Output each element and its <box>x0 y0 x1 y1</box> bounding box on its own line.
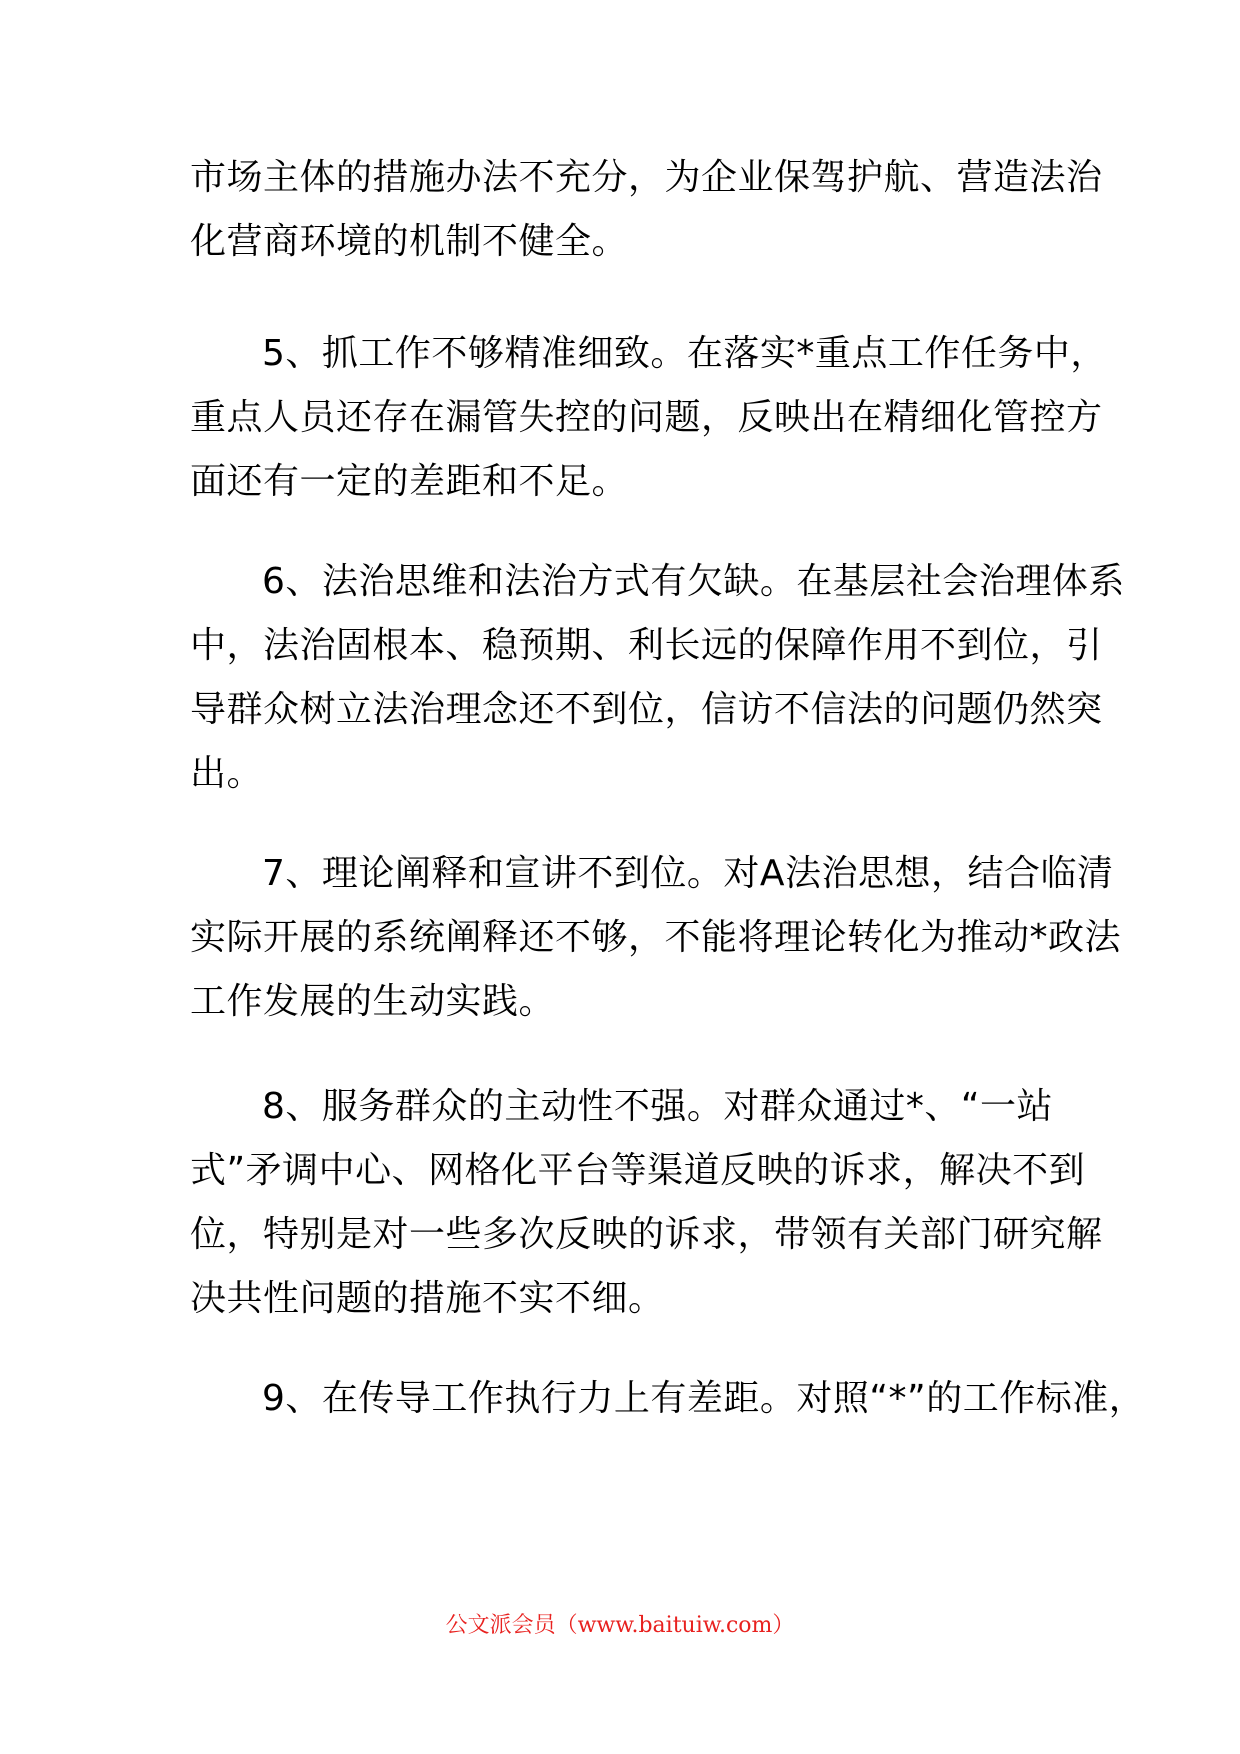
text-line: 中，法治固根本、稳预期、利长远的保障作用不到位，引 <box>190 625 1103 666</box>
text-line: 出。 <box>190 753 264 794</box>
paragraph-continuation <box>190 146 1103 274</box>
text-line: 6、法治思维和法治方式有欠缺。在基层社会治理体系 <box>262 561 1125 602</box>
text-line: 面还有一定的差距和不足。 <box>190 461 629 502</box>
paragraph-item-5 <box>190 322 1107 514</box>
text-line: 工作发展的生动实践。 <box>190 981 556 1022</box>
paragraph-item-6 <box>190 550 1125 806</box>
text-line: 位，特别是对一些多次反映的诉求，带领有关部门研究解 <box>190 1214 1103 1255</box>
text-line: 市场主体的措施办法不充分，为企业保驾护航、营造法治 <box>190 157 1103 198</box>
footer-watermark: 公文派会员（www.baituiw.com） <box>445 1613 795 1638</box>
text-line: 5、抓工作不够精准细致。在落实*重点工作任务中， <box>262 333 1107 374</box>
text-line: 式”矛调中心、网格化平台等渠道反映的诉求，解决不到 <box>190 1150 1086 1191</box>
paragraph-item-9 <box>190 1367 1146 1431</box>
text-line: 导群众树立法治理念还不到位，信访不信法的问题仍然突 <box>190 689 1103 730</box>
text-line: 9、在传导工作执行力上有差距。对照“*”的工作标准， <box>262 1378 1146 1419</box>
paragraph-item-7 <box>190 842 1122 1034</box>
paragraph-item-8 <box>190 1075 1103 1331</box>
text-line: 8、服务群众的主动性不强。对群众通过*、“一站 <box>262 1086 1054 1127</box>
text-line: 化营商环境的机制不健全。 <box>190 221 629 262</box>
text-line: 重点人员还存在漏管失控的问题，反映出在精细化管控方 <box>190 397 1103 438</box>
text-line: 决共性问题的措施不实不细。 <box>190 1278 665 1319</box>
text-line: 实际开展的系统阐释还不够，不能将理论转化为推动*政法 <box>190 917 1122 958</box>
text-line: 7、理论阐释和宣讲不到位。对A法治思想，结合临清 <box>262 853 1114 894</box>
